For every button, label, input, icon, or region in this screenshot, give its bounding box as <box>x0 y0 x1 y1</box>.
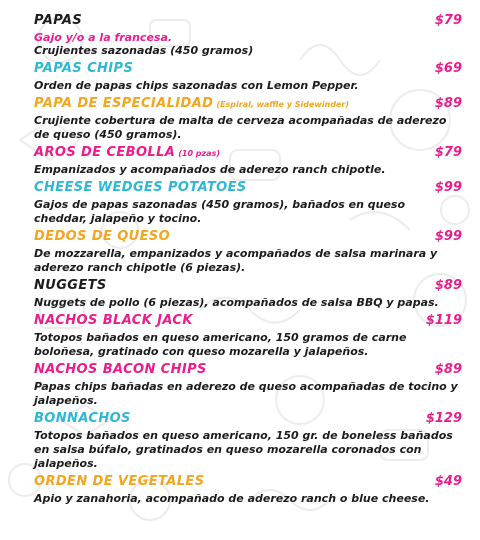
menu-item-description: De mozzarella, empanizados y acompañados de salsa marinara y aderezo ranch chipotle (6 piezas). <box>34 247 438 274</box>
menu-item-price: $79 <box>434 145 462 160</box>
menu-item-price: $79 <box>434 13 462 28</box>
menu-item <box>0 411 480 471</box>
menu-item-description: Crujiente cobertura de malta de cerveza acompañadas de aderezo de queso (450 gramos). <box>34 114 447 141</box>
menu-item-description: Totopos bañados en queso americano, 150 gr. de boneless bañados en salsa búfalo, gratinados en queso mozarella coronados con jalapeños. <box>34 429 453 470</box>
menu-item <box>0 229 480 275</box>
menu-item-price: $99 <box>434 180 462 195</box>
menu-item-price: $89 <box>434 96 462 111</box>
menu-item <box>0 313 480 359</box>
menu-item-description: Orden de papas chips sazonadas con Lemon Pepper. <box>34 79 359 92</box>
menu-item-name: CHEESE WEDGES POTATOES <box>34 180 247 195</box>
menu-item-name: PAPA DE ESPECIALIDAD (Espiral, waffle y Sidewinder) <box>34 96 349 111</box>
menu-item-description: Nuggets de pollo (6 piezas), acompañados de salsa BBQ y papas. <box>34 296 439 309</box>
menu-item-description: Totopos bañados en queso americano, 150 gramos de carne boloñesa, gratinado con queso mozarella y jalapeños. <box>34 331 407 358</box>
menu-item-header <box>0 411 480 429</box>
menu-item-price: $89 <box>434 362 462 377</box>
menu-item-header <box>0 229 480 247</box>
menu-item-description: Apio y zanahoria, acompañado de aderezo ranch o blue cheese. <box>34 492 430 505</box>
menu-item-note: (Espiral, waffle y Sidewinder) <box>216 100 349 109</box>
menu-item-price: $49 <box>434 474 462 489</box>
menu-item <box>0 362 480 408</box>
menu-item-name: AROS DE CEBOLLA (10 pzas) <box>34 145 220 160</box>
menu-item-name: BONNACHOS <box>34 411 131 426</box>
menu-item <box>0 278 480 310</box>
menu-item-header <box>0 96 480 114</box>
menu-item-price: $69 <box>434 61 462 76</box>
menu-item-header <box>0 362 480 380</box>
menu-item-price: $99 <box>434 229 462 244</box>
menu-item-price: $89 <box>434 278 462 293</box>
menu-item-price: $129 <box>425 411 462 426</box>
menu-item <box>0 474 480 506</box>
menu-item-name: NACHOS BACON CHIPS <box>34 362 207 377</box>
menu-item-name: PAPAS <box>34 13 83 28</box>
menu-item-name: DEDOS DE QUESO <box>34 229 171 244</box>
menu-item-header <box>0 145 480 163</box>
menu-item-name: NACHOS BLACK JACK <box>34 313 193 328</box>
menu-item-description: Papas chips bañadas en aderezo de queso acompañadas de tocino y jalapeños. <box>34 380 458 407</box>
menu-item-note: (10 pzas) <box>178 149 220 158</box>
menu-item <box>0 61 480 93</box>
menu-item-header <box>0 180 480 198</box>
menu-item <box>0 145 480 177</box>
menu-item <box>0 13 480 58</box>
menu-item-description: Crujientes sazonadas (450 gramos) <box>34 44 254 57</box>
menu-item-description: Empanizados y acompañados de aderezo ranch chipotle. <box>34 163 386 176</box>
menu-item-name: ORDEN DE VEGETALES <box>34 474 205 489</box>
menu-item <box>0 180 480 226</box>
menu-item-description: Gajos de papas sazonadas (450 gramos), bañados en queso cheddar, jalapeño y tocino. <box>34 198 406 225</box>
menu-item-header <box>0 474 480 492</box>
menu-item-price: $119 <box>425 313 462 328</box>
menu-item-header <box>0 278 480 296</box>
menu-item-name: PAPAS CHIPS <box>34 61 134 76</box>
menu-item-header <box>0 313 480 331</box>
menu-item <box>0 96 480 142</box>
menu-item-header <box>0 61 480 79</box>
menu-item-name: NUGGETS <box>34 278 107 293</box>
menu-item-subtitle: Gajo y/o a la francesa. <box>34 31 173 44</box>
menu-item-header <box>0 13 480 31</box>
